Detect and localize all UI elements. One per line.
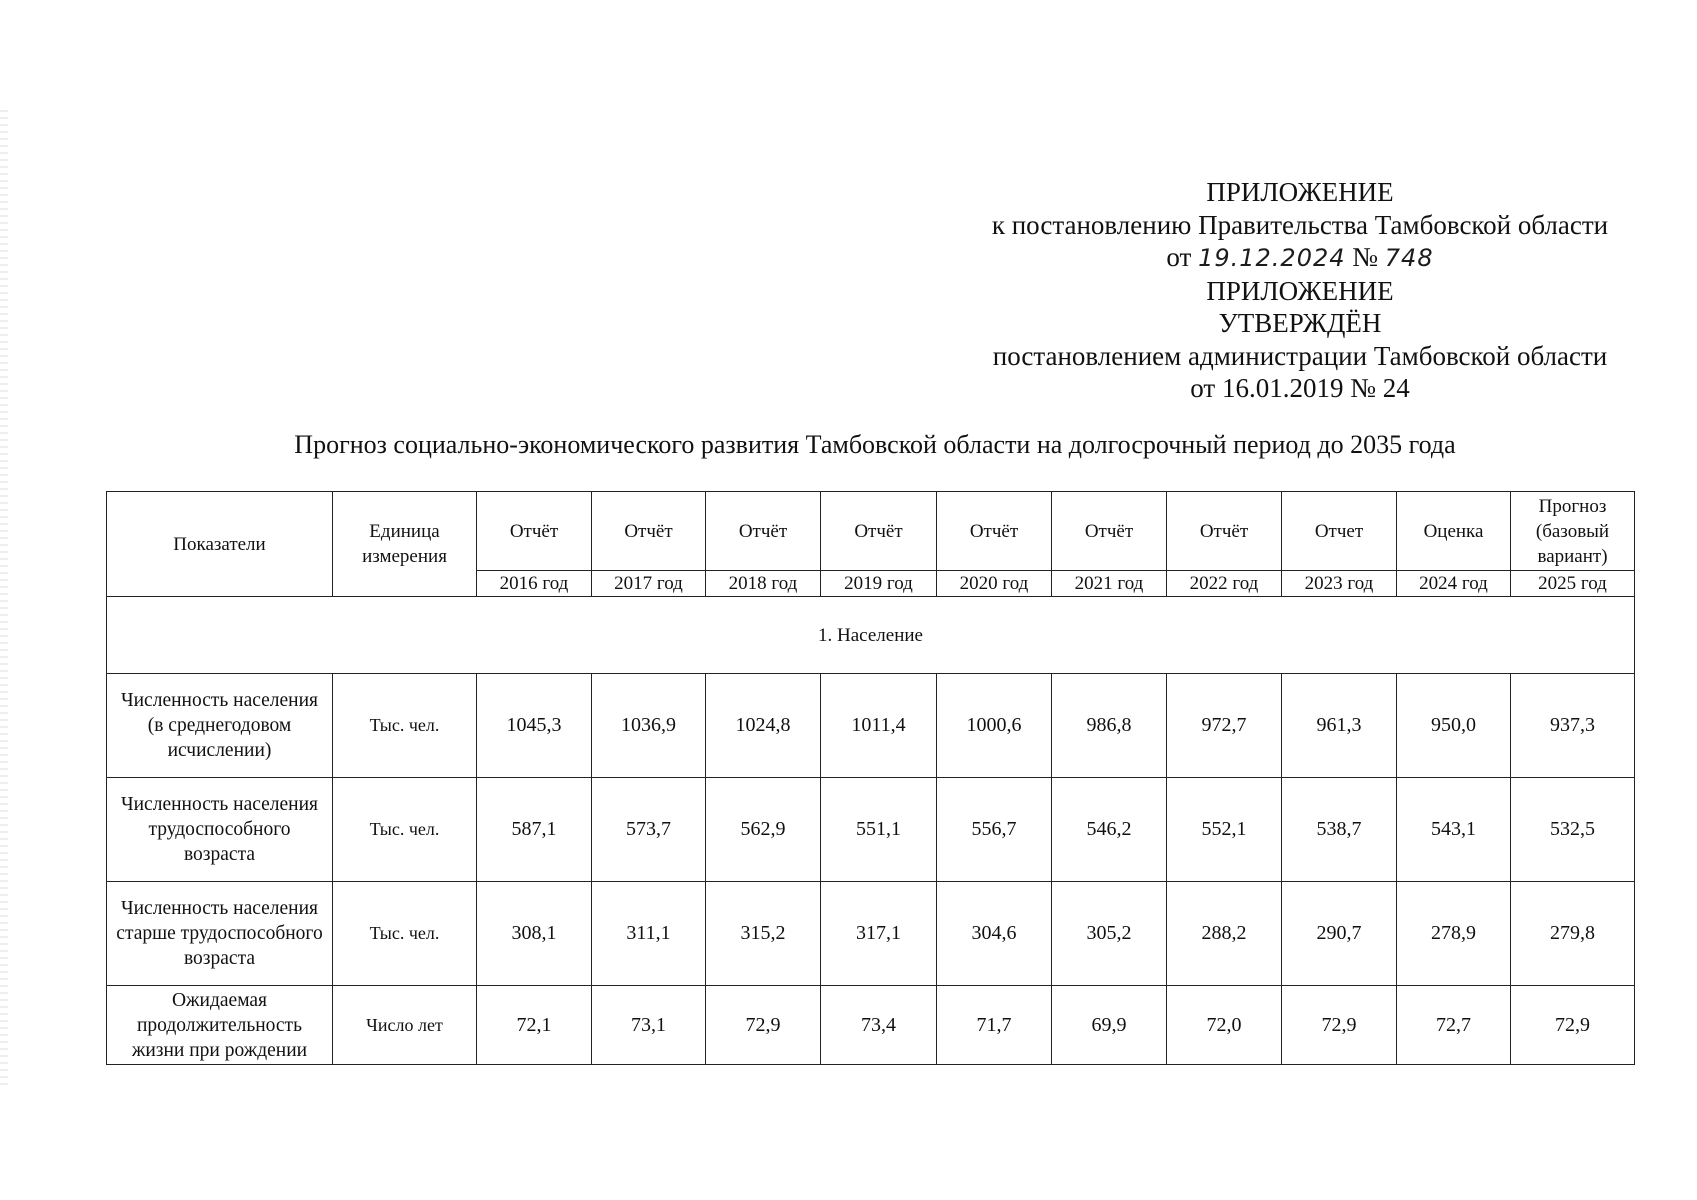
value-cell: 69,9 (1052, 986, 1167, 1065)
col-year: 2020 год (937, 571, 1052, 597)
value-cell: 315,2 (706, 882, 821, 986)
table-row (107, 674, 1635, 778)
col-status: Отчёт (1052, 492, 1167, 571)
value-cell: 573,7 (592, 778, 706, 882)
col-status: Отчёт (1167, 492, 1282, 571)
value-cell: 950,0 (1397, 674, 1511, 778)
indicator-cell: Численность населения старше трудоспособного возраста (107, 882, 333, 986)
value-cell: 1036,9 (592, 674, 706, 778)
header-date-line (930, 241, 1670, 275)
col-year: 2017 год (592, 571, 706, 597)
value-cell: 1000,6 (937, 674, 1052, 778)
header-appendix-label-2: ПРИЛОЖЕНИЕ (1206, 275, 1394, 306)
col-year: 2025 год (1511, 571, 1635, 597)
value-cell: 72,7 (1397, 986, 1511, 1065)
value-cell: 73,1 (592, 986, 706, 1065)
col-year: 2018 год (706, 571, 821, 597)
header-resolution-ref: к постановлению Правительства Тамбовской области (991, 209, 1609, 240)
value-cell: 279,8 (1511, 882, 1635, 986)
value-cell: 72,9 (706, 986, 821, 1065)
col-year: 2022 год (1167, 571, 1282, 597)
value-cell: 278,9 (1397, 882, 1511, 986)
value-cell: 73,4 (821, 986, 937, 1065)
col-status: Отчёт (937, 492, 1052, 571)
value-cell: 972,7 (1167, 674, 1282, 778)
col-status: Отчёт (592, 492, 706, 571)
indicator-cell: Численность населения трудоспособного возраста (107, 778, 333, 882)
header-approved-by: постановлением администрации Тамбовской области (992, 340, 1608, 371)
header-row-status (107, 492, 1635, 571)
indicator-cell: Численность населения (в среднегодовом исчислении) (107, 674, 333, 778)
section-row (107, 597, 1635, 674)
unit-cell: Тыс. чел. (333, 674, 477, 778)
value-cell: 290,7 (1282, 882, 1397, 986)
header-approved-label: УТВЕРЖДЁН (1218, 308, 1382, 338)
header-approved-date: от 16.01.2019 № 24 (1190, 373, 1410, 403)
number-sign: № (1352, 242, 1379, 272)
value-cell: 552,1 (1167, 778, 1282, 882)
col-status: Оценка (1397, 492, 1511, 571)
col-status: Отчёт (477, 492, 592, 571)
handwritten-date: 19.12.2024 (1198, 244, 1346, 272)
table-row (107, 986, 1635, 1065)
value-cell: 72,9 (1511, 986, 1635, 1065)
col-header-unit: Единица измерения (333, 492, 477, 597)
value-cell: 72,0 (1167, 986, 1282, 1065)
forecast-table (106, 491, 1635, 1065)
unit-cell: Тыс. чел. (333, 778, 477, 882)
table-row (107, 778, 1635, 882)
unit-cell: Число лет (333, 986, 477, 1065)
value-cell: 532,5 (1511, 778, 1635, 882)
value-cell: 556,7 (937, 778, 1052, 882)
value-cell: 538,7 (1282, 778, 1397, 882)
value-cell: 986,8 (1052, 674, 1167, 778)
value-cell: 1011,4 (821, 674, 937, 778)
col-status: Отчёт (706, 492, 821, 571)
col-header-indicator: Показатели (107, 492, 333, 597)
date-prefix: от (1166, 242, 1192, 272)
value-cell: 305,2 (1052, 882, 1167, 986)
scan-edge-artifact (0, 110, 8, 1090)
value-cell: 72,9 (1282, 986, 1397, 1065)
col-year: 2023 год (1282, 571, 1397, 597)
indicator-cell: Ожидаемая продолжительность жизни при рождении (107, 986, 333, 1065)
col-year: 2019 год (821, 571, 937, 597)
col-year: 2021 год (1052, 571, 1167, 597)
value-cell: 304,6 (937, 882, 1052, 986)
col-status: Отчет (1282, 492, 1397, 571)
value-cell: 551,1 (821, 778, 937, 882)
col-year: 2024 год (1397, 571, 1511, 597)
value-cell: 937,3 (1511, 674, 1635, 778)
table-row (107, 882, 1635, 986)
value-cell: 1045,3 (477, 674, 592, 778)
value-cell: 288,2 (1167, 882, 1282, 986)
value-cell: 546,2 (1052, 778, 1167, 882)
value-cell: 71,7 (937, 986, 1052, 1065)
value-cell: 1024,8 (706, 674, 821, 778)
value-cell: 72,1 (477, 986, 592, 1065)
document-title: Прогноз социально-экономического развития Тамбовской области на долгосрочный период до 2035 года (294, 430, 1456, 459)
value-cell: 961,3 (1282, 674, 1397, 778)
col-status: Отчёт (821, 492, 937, 571)
value-cell: 543,1 (1397, 778, 1511, 882)
col-status: Прогноз (базовый вариант) (1511, 492, 1635, 571)
approval-header (930, 176, 1670, 405)
unit-cell: Тыс. чел. (333, 882, 477, 986)
handwritten-number: 748 (1384, 244, 1434, 272)
value-cell: 311,1 (592, 882, 706, 986)
col-year: 2016 год (477, 571, 592, 597)
section-title: 1. Население (107, 597, 1635, 674)
value-cell: 308,1 (477, 882, 592, 986)
value-cell: 587,1 (477, 778, 592, 882)
value-cell: 317,1 (821, 882, 937, 986)
header-appendix-label: ПРИЛОЖЕНИЕ (1206, 177, 1394, 207)
value-cell: 562,9 (706, 778, 821, 882)
